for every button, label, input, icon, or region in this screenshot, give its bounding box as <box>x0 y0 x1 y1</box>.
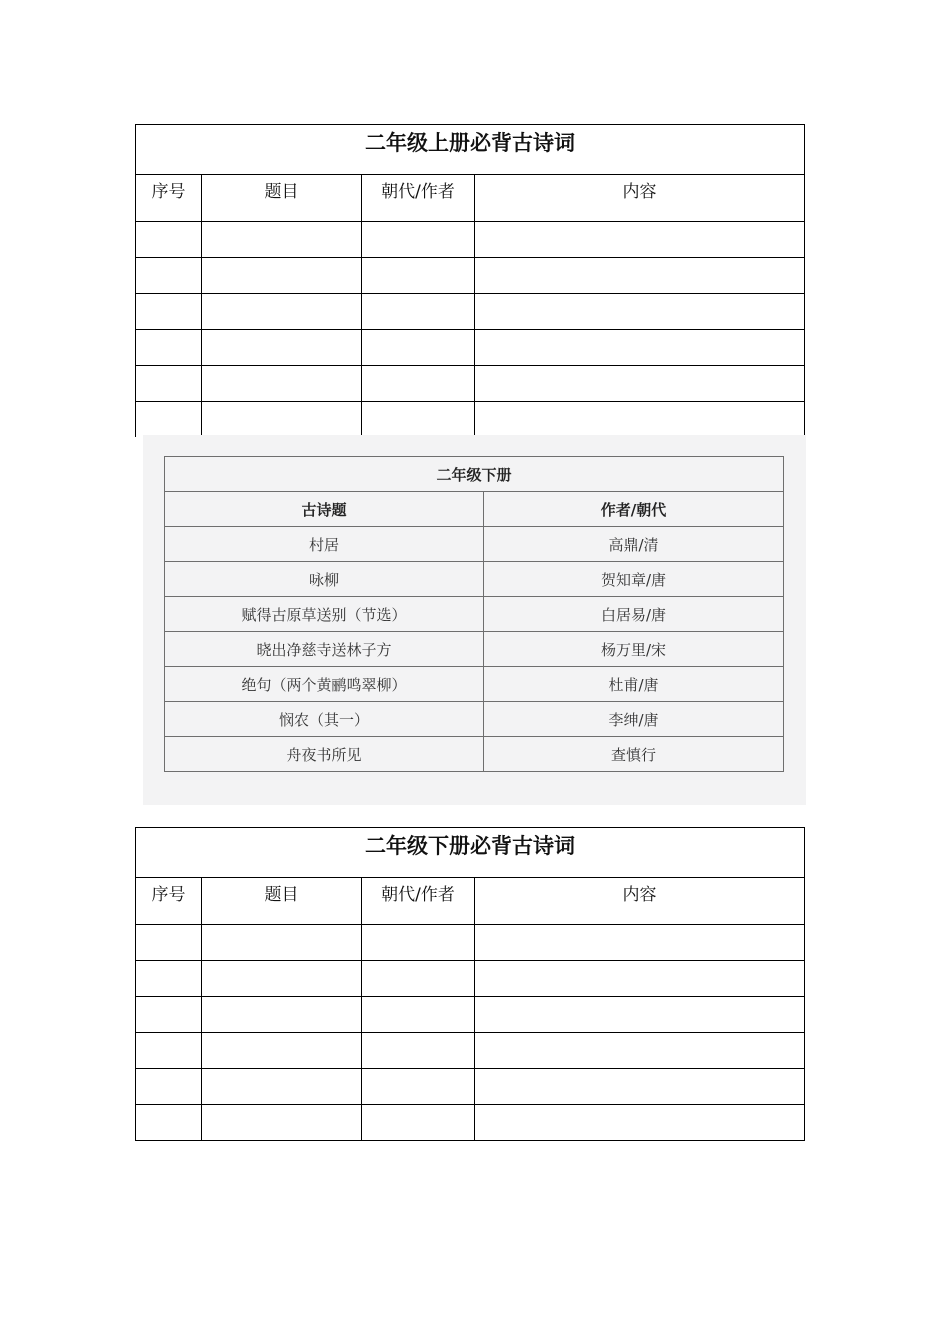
poem-title: 绝句（两个黄鹂鸣翠柳） <box>165 667 484 702</box>
table-row <box>136 997 805 1033</box>
empty-cell[interactable] <box>362 961 475 997</box>
poem-author: 查慎行 <box>484 737 784 772</box>
poem-author: 贺知章/唐 <box>484 562 784 597</box>
header-index: 序号 <box>136 175 202 222</box>
empty-cell[interactable] <box>475 1033 805 1069</box>
poem-title: 悯农（其一） <box>165 702 484 737</box>
empty-cell[interactable] <box>136 1105 202 1141</box>
lower-poem-table <box>135 827 805 1141</box>
empty-cell[interactable] <box>136 997 202 1033</box>
empty-cell[interactable] <box>136 1069 202 1105</box>
empty-cell[interactable] <box>136 366 202 402</box>
header-index: 序号 <box>136 878 202 925</box>
empty-cell[interactable] <box>475 925 805 961</box>
table-row <box>136 1069 805 1105</box>
empty-cell[interactable] <box>202 222 362 258</box>
empty-cell[interactable] <box>136 1033 202 1069</box>
poem-author: 高鼎/清 <box>484 527 784 562</box>
table-row <box>136 1105 805 1141</box>
table-row <box>136 330 805 366</box>
header-content: 内容 <box>475 878 805 925</box>
table-row <box>136 402 805 438</box>
empty-cell[interactable] <box>475 1105 805 1141</box>
table-row <box>136 961 805 997</box>
poem-author: 杜甫/唐 <box>484 667 784 702</box>
empty-cell[interactable] <box>136 258 202 294</box>
poem-title: 晓出净慈寺送林子方 <box>165 632 484 667</box>
empty-cell[interactable] <box>362 1069 475 1105</box>
empty-cell[interactable] <box>475 222 805 258</box>
empty-cell[interactable] <box>202 258 362 294</box>
lower-table-title: 二年级下册必背古诗词 <box>136 828 805 878</box>
poem-author: 李绅/唐 <box>484 702 784 737</box>
empty-cell[interactable] <box>362 1105 475 1141</box>
empty-cell[interactable] <box>136 961 202 997</box>
upper-table-header-row <box>136 175 805 222</box>
header-content: 内容 <box>475 175 805 222</box>
empty-cell[interactable] <box>475 402 805 438</box>
empty-cell[interactable] <box>202 925 362 961</box>
empty-cell[interactable] <box>362 925 475 961</box>
empty-cell[interactable] <box>202 1069 362 1105</box>
reference-poem-table <box>164 456 784 772</box>
table-row <box>136 925 805 961</box>
header-dynasty-author: 朝代/作者 <box>362 878 475 925</box>
empty-cell[interactable] <box>362 330 475 366</box>
empty-cell[interactable] <box>362 366 475 402</box>
empty-cell[interactable] <box>202 961 362 997</box>
table-row <box>165 737 784 772</box>
poem-title: 舟夜书所见 <box>165 737 484 772</box>
empty-cell[interactable] <box>202 1105 362 1141</box>
table-row <box>136 366 805 402</box>
empty-cell[interactable] <box>202 1033 362 1069</box>
poem-title: 村居 <box>165 527 484 562</box>
header-dynasty-author: 朝代/作者 <box>362 175 475 222</box>
empty-cell[interactable] <box>202 294 362 330</box>
upper-table-title: 二年级上册必背古诗词 <box>136 125 805 175</box>
upper-poem-table <box>135 124 805 437</box>
table-row <box>136 294 805 330</box>
header-title: 题目 <box>202 175 362 222</box>
header-title: 题目 <box>202 878 362 925</box>
empty-cell[interactable] <box>362 402 475 438</box>
table-row <box>136 222 805 258</box>
empty-cell[interactable] <box>362 997 475 1033</box>
reference-table-image <box>143 435 806 805</box>
empty-cell[interactable] <box>202 330 362 366</box>
empty-cell[interactable] <box>475 294 805 330</box>
empty-cell[interactable] <box>362 258 475 294</box>
empty-cell[interactable] <box>475 1069 805 1105</box>
poem-title: 赋得古原草送别（节选） <box>165 597 484 632</box>
empty-cell[interactable] <box>362 222 475 258</box>
empty-cell[interactable] <box>475 330 805 366</box>
header-author-dynasty: 作者/朝代 <box>484 492 784 527</box>
poem-title: 咏柳 <box>165 562 484 597</box>
table-row <box>165 667 784 702</box>
table-row <box>136 1033 805 1069</box>
header-poem-title: 古诗题 <box>165 492 484 527</box>
poem-author: 杨万里/宋 <box>484 632 784 667</box>
empty-cell[interactable] <box>475 258 805 294</box>
empty-cell[interactable] <box>136 330 202 366</box>
table-row <box>165 527 784 562</box>
empty-cell[interactable] <box>475 961 805 997</box>
empty-cell[interactable] <box>136 222 202 258</box>
empty-cell[interactable] <box>475 997 805 1033</box>
empty-cell[interactable] <box>136 402 202 438</box>
empty-cell[interactable] <box>362 294 475 330</box>
table-row <box>165 702 784 737</box>
lower-table-header-row <box>136 878 805 925</box>
table-row <box>165 597 784 632</box>
table-row <box>136 258 805 294</box>
table-row <box>165 632 784 667</box>
empty-cell[interactable] <box>202 997 362 1033</box>
reference-header-row <box>165 492 784 527</box>
empty-cell[interactable] <box>202 402 362 438</box>
empty-cell[interactable] <box>362 1033 475 1069</box>
empty-cell[interactable] <box>136 294 202 330</box>
poem-author: 白居易/唐 <box>484 597 784 632</box>
empty-cell[interactable] <box>136 925 202 961</box>
empty-cell[interactable] <box>202 366 362 402</box>
reference-table-title: 二年级下册 <box>165 457 784 492</box>
empty-cell[interactable] <box>475 366 805 402</box>
table-row <box>165 562 784 597</box>
